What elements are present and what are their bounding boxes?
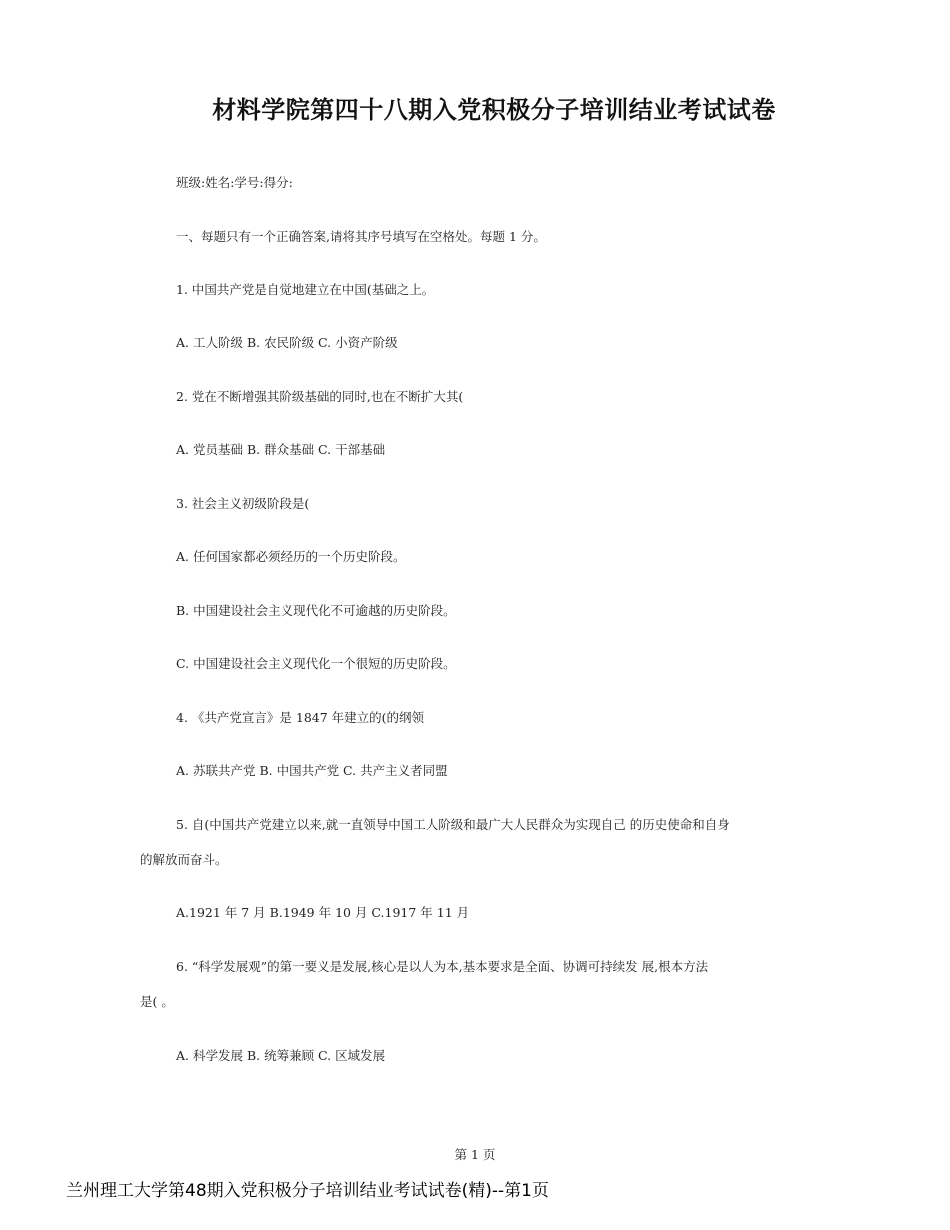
question-3-option-c: C. 中国建设社会主义现代化一个很短的历史阶段。 [176, 656, 456, 671]
question-2: 2. 党在不断增强其阶级基础的同时,也在不断扩大其( [176, 389, 464, 404]
question-5-options: A.1921 年 7 月 B.1949 年 10 月 C.1917 年 11 月 [176, 905, 470, 920]
question-5-line-1: 5. 自(中国共产党建立以来,就一直领导中国工人阶级和最广大人民群众为实现自己 的历史使命和自身 [176, 817, 730, 832]
question-6-options: A. 科学发展 B. 统筹兼顾 C. 区域发展 [176, 1048, 386, 1063]
document-title: 材料学院第四十八期入党积极分子培训结业考试试卷 [212, 96, 776, 124]
question-3-option-a: A. 任何国家都必须经历的一个历史阶段。 [176, 549, 406, 564]
question-6-line-1: 6. “科学发展观”的第一要义是发展,核心是以人为本,基本要求是全面、协调可持续发 展,根本方法 [176, 959, 709, 974]
page-number: 第 1 页 [454, 1147, 496, 1162]
question-5-line-2: 的解放而奋斗。 [140, 852, 228, 867]
question-6-line-2: 是( 。 [140, 994, 174, 1009]
question-1: 1. 中国共产党是自觉地建立在中国(基础之上。 [176, 282, 435, 297]
student-info-line: 班级:姓名:学号:得分: [176, 175, 293, 190]
question-2-options: A. 党员基础 B. 群众基础 C. 干部基础 [176, 442, 386, 457]
question-1-options: A. 工人阶级 B. 农民阶级 C. 小资产阶级 [176, 335, 398, 350]
question-3: 3. 社会主义初级阶段是( [176, 496, 310, 511]
footer-caption: 兰州理工大学第48期入党积极分子培训结业考试试卷(精)--第1页 [66, 1181, 549, 1201]
question-4-options: A. 苏联共产党 B. 中国共产党 C. 共产主义者同盟 [176, 763, 448, 778]
section-heading: 一、每题只有一个正确答案,请将其序号填写在空格处。每题 1 分。 [176, 229, 546, 244]
question-3-option-b: B. 中国建设社会主义现代化不可逾越的历史阶段。 [176, 603, 456, 618]
question-4: 4. 《共产党宣言》是 1847 年建立的(的纲领 [176, 710, 425, 725]
